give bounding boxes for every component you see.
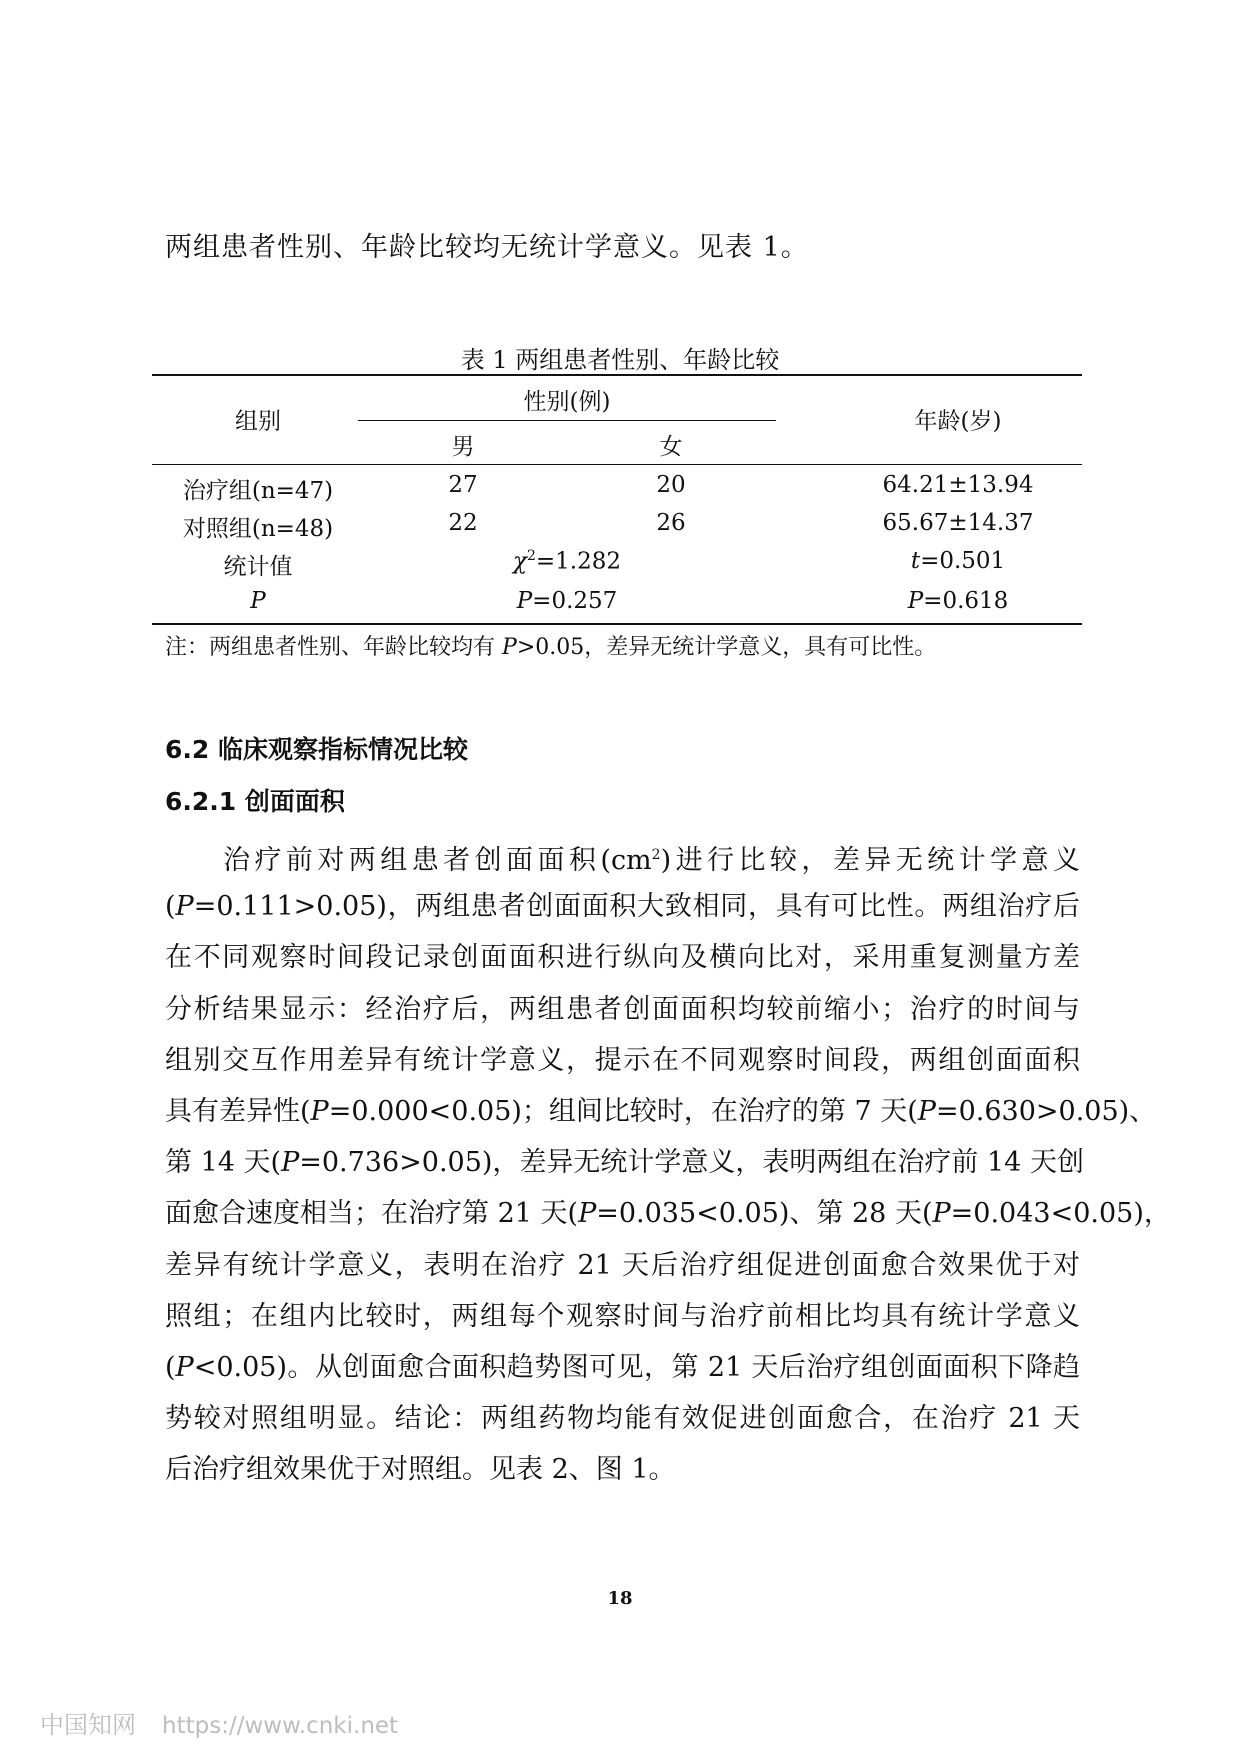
row-treatment-group: 治疗组(n=47) xyxy=(182,478,334,504)
text-run: =0.000<0.05)；组间比较时，在治疗的第 7 天( xyxy=(328,1095,918,1127)
note-p-symbol: P xyxy=(502,635,517,660)
p-symbol: P xyxy=(175,891,194,923)
paragraph-line: 分析结果显示：经治疗后，两组患者创面面积均较前缩小；治疗的时间与 xyxy=(165,993,1080,1025)
chi-symbol: χ xyxy=(513,548,527,575)
p-symbol: P xyxy=(578,1198,597,1230)
table-header-rule xyxy=(152,464,1082,465)
paragraph-line: 组别交互作用差异有统计学意义，提示在不同观察时间段，两组创面面积 xyxy=(165,1044,1080,1076)
intro-line: 两组患者性别、年龄比较均无统计学意义。见表 1。 xyxy=(165,232,809,263)
p-age xyxy=(908,588,1009,614)
row-treatment-male: 27 xyxy=(448,472,478,498)
stat-t xyxy=(911,548,1005,574)
header-group: 组别 xyxy=(235,408,281,435)
paragraph-line xyxy=(165,830,1080,881)
paragraph-line xyxy=(165,1086,1157,1137)
paragraph-line: 后治疗组效果优于对照组。见表 2、图 1。 xyxy=(165,1454,676,1486)
table-bottom-rule xyxy=(152,623,1082,625)
paragraph-line xyxy=(165,1188,1171,1239)
p-sex-value: =0.257 xyxy=(532,588,618,614)
p-symbol: P xyxy=(917,1095,936,1127)
paragraph-line: 在不同观察时间段记录创面面积进行纵向及横向比对，采用重复测量方差 xyxy=(165,942,1080,974)
header-female: 女 xyxy=(659,434,683,460)
text-run: )进行比较，差异无统计学意义 xyxy=(660,845,1080,876)
watermark-url: https://www.cnki.net xyxy=(162,1713,399,1739)
stat-label: 统计值 xyxy=(223,554,293,580)
table-caption: 表 1 两组患者性别、年龄比较 xyxy=(460,346,780,374)
text-run: 治疗前对两组患者创面面积(cm xyxy=(223,845,652,876)
section-heading-6-2: 6.2 临床观察指标情况比较 xyxy=(165,735,468,764)
text-run: <0.05)。从创面愈合面积趋势图可见，第 21 天后治疗组创面面积下降趋 xyxy=(193,1351,1080,1383)
note-suffix: >0.05，差异无统计学意义，具有可比性。 xyxy=(516,635,937,660)
text-run: 具有差异性( xyxy=(165,1095,311,1127)
chi-value: =1.282 xyxy=(535,548,621,575)
row-control-age: 65.67±14.37 xyxy=(882,510,1034,536)
t-symbol: t xyxy=(910,548,921,574)
row-control-female: 26 xyxy=(656,510,686,536)
p-symbol: P xyxy=(310,1095,329,1127)
p-label: P xyxy=(250,588,266,614)
text-run: ( xyxy=(165,1351,176,1383)
p-sex-symbol: P xyxy=(516,588,533,614)
table-sub-rule xyxy=(358,420,776,421)
row-control-male: 22 xyxy=(448,510,478,536)
text-run: 面愈合速度相当；在治疗第 21 天( xyxy=(165,1198,579,1230)
row-treatment-age: 64.21±13.94 xyxy=(882,472,1034,498)
text-run: ( xyxy=(165,891,176,923)
paragraph-line xyxy=(165,881,1080,932)
stat-chi-square xyxy=(513,548,621,575)
text-run: =0.043<0.05)， xyxy=(950,1198,1171,1230)
text-run: =0.630>0.05)、 xyxy=(935,1095,1157,1127)
header-male: 男 xyxy=(451,434,475,460)
table-top-rule xyxy=(152,374,1082,376)
cnki-watermark xyxy=(40,1705,398,1740)
paragraph-line: 势较对照组明显。结论：两组药物均能有效促进创面愈合，在治疗 21 天 xyxy=(165,1403,1080,1435)
note-prefix: 注：两组患者性别、年龄比较均有 xyxy=(165,635,502,660)
p-symbol: P xyxy=(281,1147,300,1179)
p-symbol: P xyxy=(932,1198,951,1230)
watermark-brand: 中国知网 xyxy=(40,1711,136,1739)
header-age: 年龄(岁) xyxy=(914,408,1002,435)
t-value: =0.501 xyxy=(920,548,1006,574)
superscript: 2 xyxy=(651,847,661,863)
text-run: =0.111>0.05)，两组患者创面面积大致相同，具有可比性。两组治疗后 xyxy=(193,891,1080,923)
table-note xyxy=(165,630,936,661)
row-control-group: 对照组(n=48) xyxy=(182,516,334,542)
paragraph-line xyxy=(165,1137,1084,1188)
chi-superscript: 2 xyxy=(526,548,536,564)
section-heading-6-2-1: 6.2.1 创面面积 xyxy=(165,787,345,816)
header-sex: 性别(例) xyxy=(523,389,611,415)
p-sex xyxy=(517,588,618,614)
text-run: =0.035<0.05)、第 28 天( xyxy=(596,1198,933,1230)
p-symbol: P xyxy=(175,1351,194,1383)
paragraph-line: 差异有统计学意义，表明在治疗 21 天后治疗组促进创面愈合效果优于对 xyxy=(165,1249,1080,1281)
page-number: 18 xyxy=(607,1588,633,1609)
p-age-value: =0.618 xyxy=(923,588,1009,614)
paragraph-line xyxy=(165,1342,1080,1393)
body-paragraph xyxy=(165,830,1171,1495)
paragraph-line: 照组；在组内比较时，两组每个观察时间与治疗前相比均具有统计学意义 xyxy=(165,1300,1080,1332)
text-run: =0.736>0.05)，差异无统计学意义，表明两组在治疗前 14 天创 xyxy=(299,1147,1084,1179)
text-run: 第 14 天( xyxy=(165,1147,282,1179)
p-age-symbol: P xyxy=(907,588,924,614)
row-treatment-female: 20 xyxy=(656,472,686,498)
